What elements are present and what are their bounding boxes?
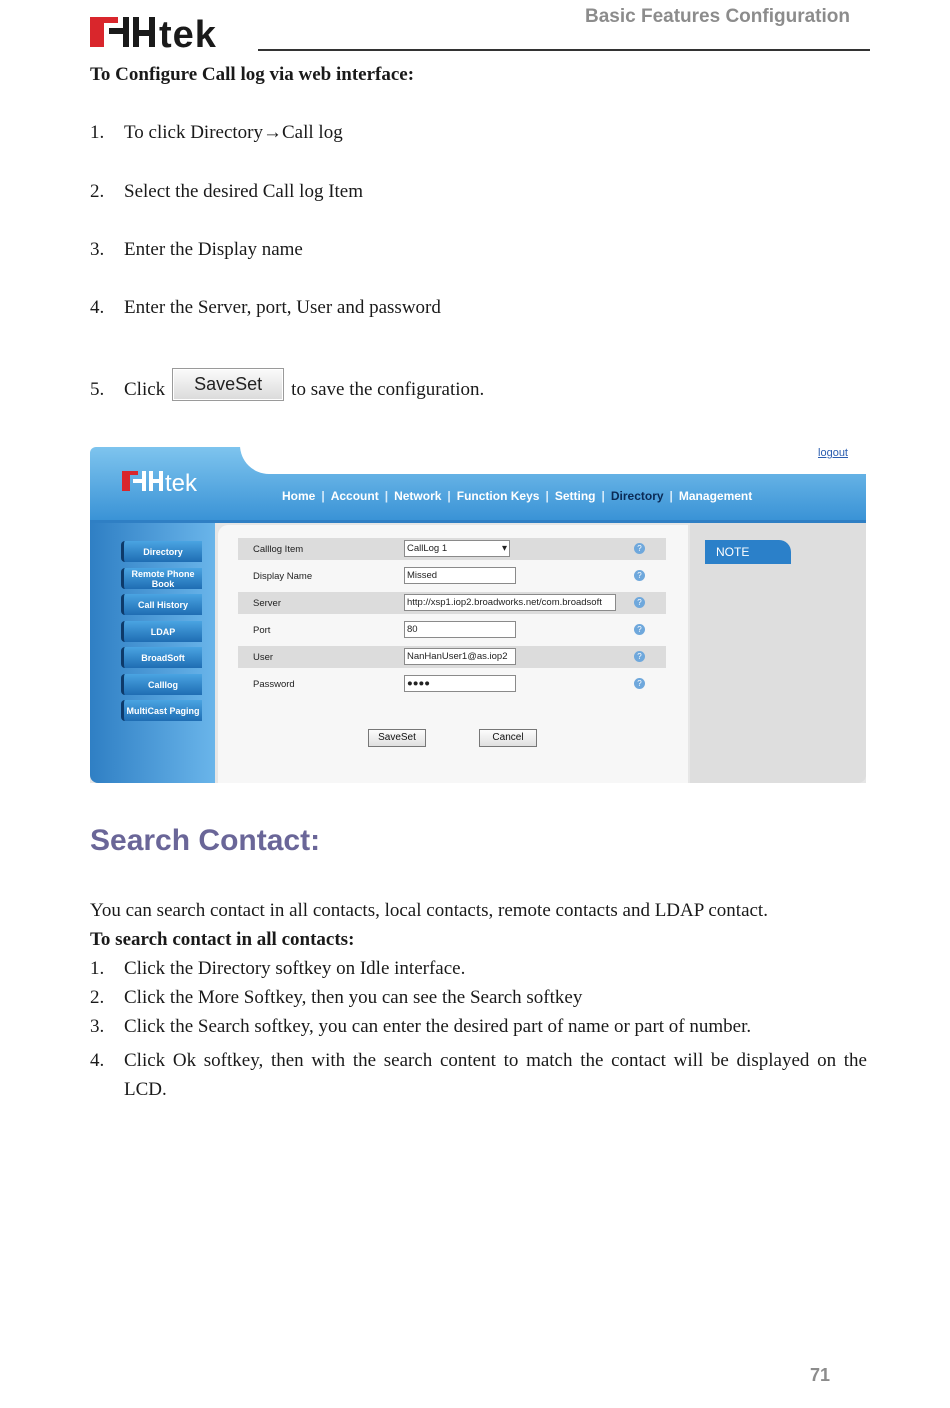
nav-function-keys[interactable]: Function Keys bbox=[456, 489, 540, 503]
step-number: 2. bbox=[90, 987, 105, 1008]
field-label: Password bbox=[253, 679, 295, 690]
search-step-2 bbox=[90, 987, 867, 1009]
web-ui-logo bbox=[120, 467, 220, 497]
step-text: Click Ok softkey, then with the search content to match the contact will be displayed on the LCD. bbox=[124, 1050, 867, 1100]
step-text: to save the configuration. bbox=[291, 379, 485, 400]
config-step-2 bbox=[90, 181, 880, 203]
form-row-user bbox=[238, 646, 666, 668]
svg-text:tek: tek bbox=[165, 470, 198, 497]
search-step-4 bbox=[90, 1046, 867, 1104]
web-ui-form-panel bbox=[218, 525, 688, 783]
step-text: To click Directory→Call log bbox=[124, 122, 343, 143]
help-icon[interactable]: ? bbox=[634, 651, 645, 662]
calllog-item-select[interactable]: CallLog 1 ▾ bbox=[404, 540, 510, 557]
nav-directory[interactable]: Directory bbox=[610, 489, 664, 503]
config-step-4 bbox=[90, 297, 880, 319]
search-subheading: To search contact in all contacts: bbox=[90, 929, 355, 950]
field-label: Calllog Item bbox=[253, 544, 304, 555]
sidebar-item-directory[interactable]: Directory bbox=[121, 541, 202, 562]
field-label: Display Name bbox=[253, 571, 313, 582]
field-label: Server bbox=[253, 598, 281, 609]
form-row-server bbox=[238, 592, 666, 614]
step-text: Select the desired Call log Item bbox=[124, 181, 364, 202]
step-text: Enter the Server, port, User and password bbox=[124, 297, 441, 318]
web-ui-saveset-button[interactable]: SaveSet bbox=[368, 729, 426, 747]
step-number: 4. bbox=[90, 297, 105, 318]
password-input[interactable]: ●●●● bbox=[404, 675, 516, 692]
step-text: Click the More Softkey, then you can see the Search softkey bbox=[124, 987, 583, 1008]
step-text: Click bbox=[124, 379, 166, 400]
web-interface-screenshot bbox=[90, 445, 866, 783]
web-ui-header-cutout bbox=[240, 445, 866, 474]
search-intro: You can search contact in all contacts, local contacts, remote contacts and LDAP contact. bbox=[90, 900, 768, 921]
section-header-title: Basic Features Configuration bbox=[585, 6, 850, 27]
step-number: 1. bbox=[90, 122, 105, 143]
web-ui-cancel-button[interactable]: Cancel bbox=[479, 729, 537, 747]
form-row-password bbox=[238, 673, 666, 695]
page-number: 71 bbox=[809, 1365, 830, 1385]
config-step-1 bbox=[90, 122, 880, 144]
svg-text:tek: tek bbox=[159, 14, 217, 54]
web-ui-nav bbox=[276, 489, 758, 503]
search-step-3 bbox=[90, 1016, 867, 1038]
nav-separator: | bbox=[447, 489, 451, 503]
port-input[interactable]: 80 bbox=[404, 621, 516, 638]
help-icon[interactable]: ? bbox=[634, 624, 645, 635]
display-name-input[interactable]: Missed bbox=[404, 567, 516, 584]
step-number: 2. bbox=[90, 181, 105, 202]
step-number: 5. bbox=[90, 379, 105, 400]
form-row-port bbox=[238, 619, 666, 641]
search-step-1 bbox=[90, 958, 867, 980]
nav-separator: | bbox=[669, 489, 673, 503]
step-text: Enter the Display name bbox=[124, 239, 303, 260]
config-step-3 bbox=[90, 239, 880, 261]
header-rule bbox=[258, 49, 870, 51]
sidebar-item-calllog[interactable]: Calllog bbox=[121, 674, 202, 695]
user-input[interactable]: NanHanUser1@as.iop2 bbox=[404, 648, 516, 665]
server-input[interactable]: http://xsp1.iop2.broadworks.net/com.broadsoft bbox=[404, 594, 616, 611]
sidebar-item-broadsoft[interactable]: BroadSoft bbox=[121, 647, 202, 668]
step-number: 3. bbox=[90, 239, 105, 260]
field-label: User bbox=[253, 652, 274, 663]
nav-account[interactable]: Account bbox=[330, 489, 379, 503]
htek-logo bbox=[89, 14, 259, 54]
help-icon[interactable]: ? bbox=[634, 597, 645, 608]
form-row-display-name bbox=[238, 565, 666, 587]
nav-home[interactable]: Home bbox=[282, 489, 316, 503]
nav-separator: | bbox=[384, 489, 389, 503]
sidebar-item-ldap[interactable]: LDAP bbox=[121, 621, 202, 642]
nav-separator: | bbox=[545, 489, 549, 503]
logout-link[interactable]: logout bbox=[818, 447, 848, 459]
note-tab: NOTE bbox=[705, 540, 791, 564]
saveset-button-image: SaveSet bbox=[172, 368, 284, 401]
form-row-calllog-item bbox=[238, 538, 666, 560]
nav-network[interactable]: Network bbox=[394, 489, 442, 503]
step-number: 4. bbox=[90, 1050, 105, 1071]
nav-separator: | bbox=[321, 489, 325, 503]
nav-setting[interactable]: Setting bbox=[554, 489, 596, 503]
search-contact-title: Search Contact: bbox=[90, 824, 321, 857]
step-number: 1. bbox=[90, 958, 105, 979]
sidebar-item-remote-phone-book[interactable]: Remote Phone Book bbox=[121, 568, 202, 589]
config-step-5 bbox=[90, 374, 880, 410]
nav-management[interactable]: Management bbox=[678, 489, 753, 503]
help-icon[interactable]: ? bbox=[634, 543, 645, 554]
sidebar-item-call-history[interactable]: Call History bbox=[121, 594, 202, 615]
nav-separator: | bbox=[601, 489, 605, 503]
step-text: Click the Search softkey, you can enter the desired part of name or part of number. bbox=[124, 1016, 752, 1037]
sidebar-item-multicast-paging[interactable]: MultiCast Paging bbox=[121, 700, 202, 721]
step-number: 3. bbox=[90, 1016, 105, 1037]
step-text: Click the Directory softkey on Idle interface. bbox=[124, 958, 466, 979]
config-heading: To Configure Call log via web interface: bbox=[90, 64, 415, 85]
help-icon[interactable]: ? bbox=[634, 570, 645, 581]
help-icon[interactable]: ? bbox=[634, 678, 645, 689]
field-label: Port bbox=[253, 625, 271, 636]
